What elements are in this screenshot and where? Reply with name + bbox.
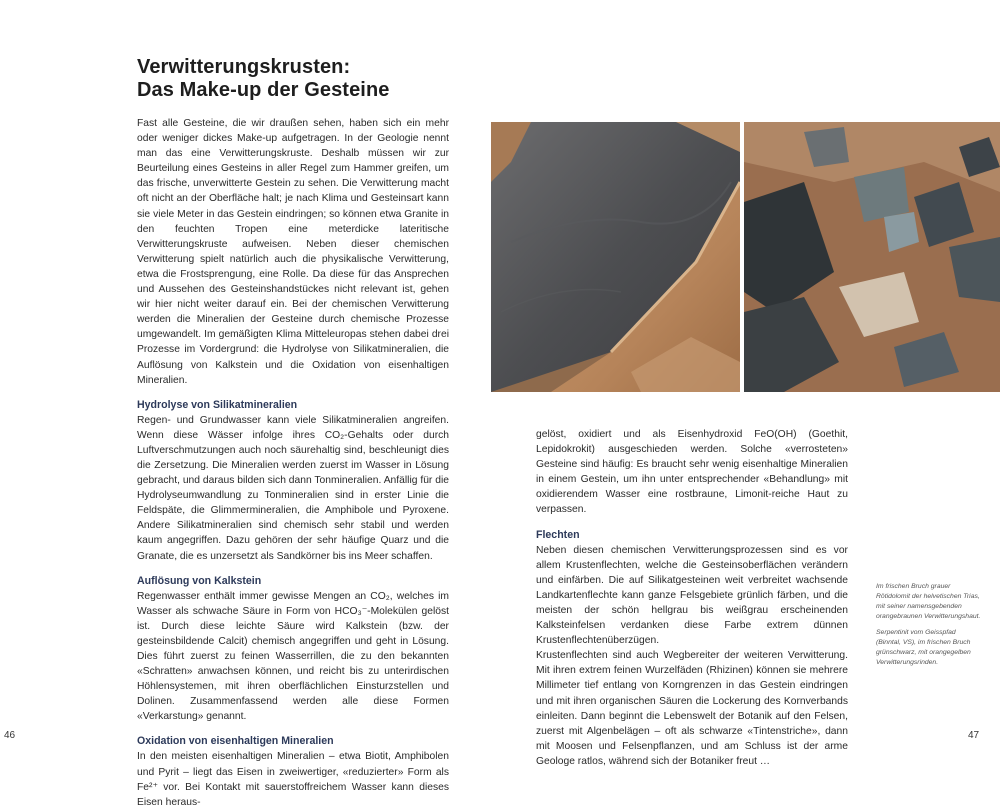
paragraph-flechten-2: Krustenflechten sind auch Wegbereiter der weiteren Verwitterung. Mit ihren extrem feinen Wurzelfäden (Rhizinen) können sie mehrere Millimeter tief entlang von Korngrenzen in das Gestein eindringen und mit ihren organischen Säuren die Lockerung des Kornverbands einleiten. Dann beginnt die Lebenswelt der Botanik auf den Felsen, zuerst mit Algenbelägen – oft als schwarze «Tintenstriche», dann mit Moosen und Felsenpflanzen, und am Schluss ist der arme Geologe ratlos, während sich der Botaniker freut … [536, 650, 848, 767]
title-line-2: Das Make-up der Gesteine [137, 79, 390, 101]
title-line-1: Verwitterungskrusten: [137, 56, 351, 78]
page-number-left: 46 [4, 730, 16, 741]
grey-dolomite-rock-photo [491, 122, 740, 392]
page-title [137, 56, 497, 102]
heading-flechten: Flechten [536, 528, 580, 541]
photo-captions [876, 582, 982, 674]
heading-oxidation: Oxidation von eisenhaltigen Mineralien [137, 735, 334, 748]
heading-hydrolyse: Hydrolyse von Silikatmineralien [137, 398, 298, 411]
right-text-column [536, 427, 848, 769]
paragraph-oxidation-continued: gelöst, oxidiert und als Eisenhydroxid FeO(OH) (Goethit, Lepidokrokit) ausgeschieden werden. Solche «verrosteten» Gesteine sind häufig: Es braucht sehr wenig eisenhaltige Mineralien in einem Gestein, um ihn unter entsprechender «Behandlung» mit oxidierendem Wasser eine rostbraune, Limonit-reiche Haut zu verpassen. [536, 429, 848, 516]
serpentinite-rocks-illustration [744, 122, 1000, 392]
heading-kalkstein: Auflösung von Kalkstein [137, 574, 262, 587]
paragraph-kalkstein: Regenwasser enthält immer gewisse Mengen an CO₂, welches im Wasser als schwache Säure in Form von HCO₃⁻-Molekülen gelöst ist. Durch diese leichte Säure wird Kalkstein (bzw. der gesteinsbildende Calcit) chemisch angegriffen und geht in Lösung. Dies führt zuerst zu feinen Wasserrillen, die zu den bekannten «Schratten» anwachsen können, und reicht bis zu unterirdischen Höhlensystemen, mit ihren oberflächlichen Einsturzstellen und Dolinen. Zusammenfassend werden alle diese Formen «Verkarstung» genannt. [137, 590, 449, 723]
dolomite-rock-illustration [491, 122, 740, 392]
serpentinite-rocks-photo [744, 122, 1000, 392]
caption-serpentinite: Serpentinit vom Geisspfad (Binntal, VS), im frischen Bruch grünschwarz, mit orangegelben Verwitterungsrinden. [876, 629, 971, 666]
page-number-right: 47 [968, 730, 980, 741]
caption-dolomite: Im frischen Bruch grauer Rötidolomit der helvetischen Trias, mit seiner namensgebenden orangebraunen Verwitterungshaut. [876, 583, 981, 620]
intro-paragraph: Fast alle Gesteine, die wir draußen sehen, haben sich ein mehr oder weniger dickes Make-up aufgetragen. In der Geologie nennt man das eine Verwitterungskruste. Deshalb müssen wir zur Beurteilung eines Gesteins in aller Regel zum Hammer greifen, um das frische, unverwitterte Gestein zu sehen. Die Verwitterung macht oft nicht an der Oberfläche halt; je nach Klima und Gesteinsart kann sie viele Meter in das Gestein eindringen; so können etwa Granite in den feuchten Tropen eine meterdicke lateritische Verwitterungskruste aufweisen. Neben dieser chemischen Verwitterung spielt natürlich auch die physikalische Verwitterung, etwa die Frostsprengung, eine Rolle. Da diese für das Ansprechen und Aussehen des Gesteinshandstückes nicht relevant ist, gehen wir hier nicht weiter darauf ein. Bei der chemischen Verwitterung werden die Mineralien der Gesteine durch chemische Prozesse umgewandelt. Im gemäßigten Klima Mitteleuropas stehen dabei drei Prozesse im Vordergrund: die Hydrolyse von Silikatmineralien, die Auflösung von Kalkstein und die Oxidation von eisenhaltigen Mineralien. [137, 118, 449, 386]
left-text-column [137, 116, 449, 810]
paragraph-flechten-1: Neben diesen chemischen Verwitterungsprozessen sind es vor allem Krustenflechten, welche die Gesteinsoberflächen verändern und einfärben. Die auf Silikatgesteinen weit verbreitet wachsende Landkartenflechte kann ganze Felsgebiete grünlich färben, und die meisten der schön hellgrau bis weißgrau erscheinenden Kalksteinfelsen verdanken diese Farbe extrem dünnen Krustenflechtenüberzügen. [536, 544, 848, 647]
paragraph-hydrolyse: Regen- und Grundwasser kann viele Silikatmineralien angreifen. Wenn diese Wässer infolge ihres CO₂-Gehalts oder durch Luftverschmutzungen auch noch säurehaltig sind, beschleunigt dies die Zersetzung. Die Mineralien werden zuerst im Wasser in Lösung gebracht, und daraus bilden sich dann Tonmineralien. Anfällig für die Hydrolyseumwandlung zu Tonmineralien sind in erster Linie die Feldspäte, die Glimmermineralien, die Amphibole und Pyroxene. Andere Silikatmineralien sind chemisch sehr stabil und werden kaum angegriffen. Dazu gehören der sehr häufige Quarz und die Granate, die es unzersetzt als Sandkörner bis ins Meer schaffen. [137, 414, 449, 562]
paragraph-oxidation: In den meisten eisenhaltigen Mineralien – etwa Biotit, Amphibolen und Pyrit – liegt das Eisen in zweiwertiger, «reduzierter» Form als Fe²⁺ vor. Bei Kontakt mit sauerstoffreichem Wasser kann dieses Eisen heraus- [137, 751, 449, 808]
